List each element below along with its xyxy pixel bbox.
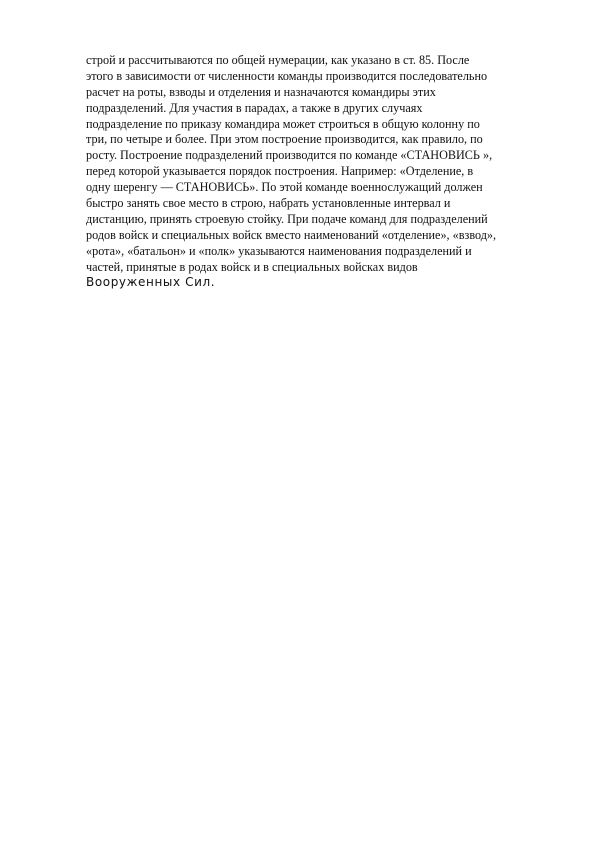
text-line: строй и рассчитываются по общей нумерации, как указано в ст. 85. После xyxy=(86,53,470,67)
text-line: три, по четыре и более. При этом построение производится, как правило, по xyxy=(86,132,483,147)
text-line: быстро занять свое место в строю, набрать установленные интервал и xyxy=(86,196,451,211)
text-line: этого в зависимости от численности команды производится последовательно xyxy=(86,68,488,83)
text-line: расчет на роты, взводы и отделения и назначаются командиры этих xyxy=(86,84,436,99)
text-line: подразделений. Для участия в парадах, а также в других случаях xyxy=(86,100,423,115)
text-line: «рота», «батальон» и «полк» указываются наименования подразделений и xyxy=(86,243,472,258)
text-line: родов войск и специальных войск вместо наименований «отделение», «взвод», xyxy=(86,227,497,242)
text-line: частей, принятые в родах войск и в специальных войсках видов xyxy=(86,259,418,274)
body-paragraph xyxy=(86,53,526,291)
text-line-final: Вооруженных Сил. xyxy=(86,275,216,290)
text-line: дистанцию, принять строевую стойку. При подаче команд для подразделений xyxy=(86,211,488,226)
text-line: одну шеренгу — СТАНОВИСЬ». По этой команде военнослужащий должен xyxy=(86,180,483,195)
text-line: росту. Построение подразделений производится по команде «СТАНОВИСЬ », xyxy=(86,148,493,163)
text-line: подразделение по приказу командира может строиться в общую колонну по xyxy=(86,116,480,131)
text-line: перед которой указывается порядок построения. Например: «Отделение, в xyxy=(86,164,474,179)
